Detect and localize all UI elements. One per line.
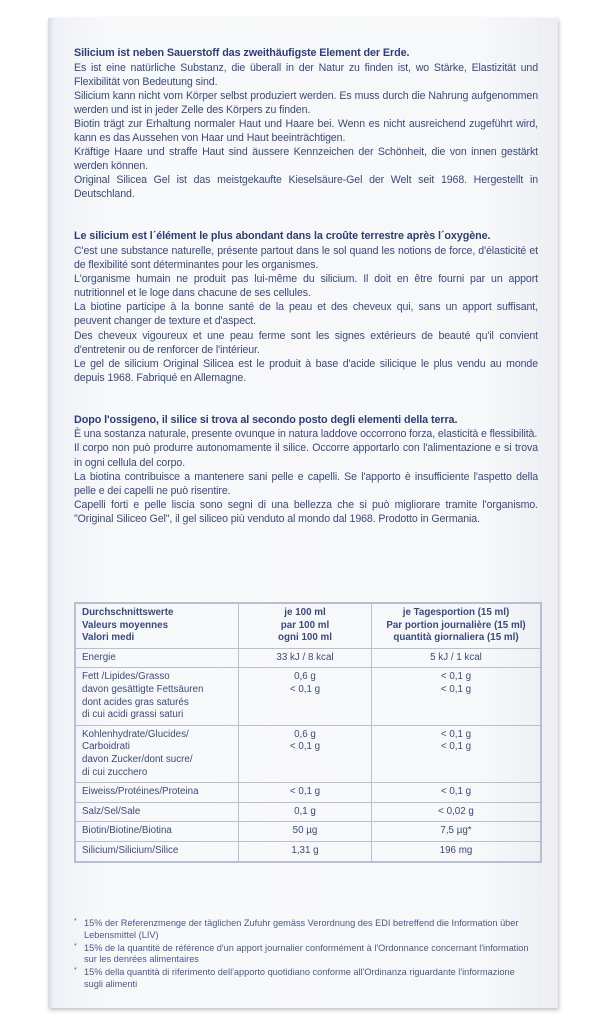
header-text: Durchschnittswerte <box>82 607 174 618</box>
header-text: par 100 ml <box>280 619 330 631</box>
nutrition-row-energy <box>75 648 541 668</box>
row-label <box>75 725 239 782</box>
row-value-portion <box>372 668 542 725</box>
row-value-100ml <box>239 841 372 861</box>
row-label-text: Salz/Sel/Sale <box>82 805 141 817</box>
row-value-portion <box>372 725 542 782</box>
section-heading: Le silicium est l´élément le plus abondant dans la croûte terrestre après l´oxygène. <box>74 230 491 243</box>
value-text: 7,5 µg* <box>440 825 472 837</box>
nutrition-row-protein <box>75 783 541 803</box>
package-fold-edge <box>48 18 54 1008</box>
row-value-100ml <box>239 783 372 803</box>
value-text: < 0,1 g <box>289 683 321 695</box>
row-label-text: di cui acidi grassi saturi <box>82 709 184 721</box>
row-value-100ml <box>239 668 372 725</box>
row-label-text: dont acides gras saturés <box>82 696 189 708</box>
paragraph: Biotin trägt zur Erhaltung normaler Haut und Haare bei. Wenn es nicht ausreichend zugeführt wird, kann es das Aussehen von Haar und Haut beeinträchtigen. <box>74 117 538 144</box>
row-label-text: Carboidrati <box>82 741 130 753</box>
paragraph: Il corpo non può produrre autonomamente il silice. Occorre apportarlo con l'alimentazione e si trova in ogni cellula del corpo. <box>74 442 538 469</box>
row-label-text: Kohlenhydrate/Glucides/ <box>82 728 189 740</box>
value-text: < 0,1 g <box>440 728 472 740</box>
header-text: je Tagesportion (15 ml) <box>402 607 510 618</box>
value-text: 196 mg <box>439 844 473 856</box>
row-value-portion <box>372 783 542 803</box>
footnote <box>74 918 534 942</box>
section-german <box>74 46 538 201</box>
paragraph: Silicium kann nicht vom Körper selbst produziert werden. Es muss durch die Nahrung aufgenommen werden und ist in jeder Zelle des Körpers zu finden. <box>74 89 538 116</box>
footnote-mark: * <box>74 918 77 925</box>
row-value-100ml <box>239 648 372 668</box>
paragraph: Le gel de silicium Original Silicea est le produit à base d'acide silicique le plus vendu au monde depuis 1968. Fabriqué en Allemagne. <box>74 357 538 384</box>
value-text: 33 kJ / 8 kcal <box>276 651 334 663</box>
paragraph: Es ist eine natürliche Substanz, die überall in der Natur zu finden ist, wo Stärke, Elastizität und Flexibilität von Bedeutung sind. <box>74 61 538 88</box>
header-per-portion-cell <box>372 603 542 648</box>
row-label <box>75 648 239 668</box>
description-text <box>74 46 538 554</box>
value-text: 50 µg <box>292 825 318 837</box>
nutrition-table <box>74 602 542 863</box>
row-label-text: Fett /Lipides/Grasso <box>82 671 170 683</box>
value-text: 0,1 g <box>294 805 316 817</box>
row-label-text: di cui zucchero <box>82 766 148 778</box>
header-text: quantità giornaliera (15 ml) <box>393 632 519 644</box>
row-label <box>75 802 239 822</box>
paragraph: Capelli forti e pelle liscia sono segni di una bellezza che si può migliorare tramite l'organismo. "Original Siliceo Gel", il gel siliceo più venduto al mondo dal 1968. Prodotto in Germania. <box>74 498 538 525</box>
row-value-100ml <box>239 822 372 842</box>
footnote <box>74 943 534 967</box>
row-value-100ml <box>239 802 372 822</box>
paragraph: C'est une substance naturelle, présente partout dans le sol quand les notions de force, d'élasticité et de flexibilité sont déterminantes pour les organismes. <box>74 244 538 272</box>
nutrition-row-salt <box>75 802 541 822</box>
value-text: < 0,1 g <box>440 786 472 798</box>
paragraph: La biotine participe à la bonne santé de la peau et des cheveux qui, sans un apport suffisant, peuvent changer de texture et d'aspect. <box>74 301 538 328</box>
row-label <box>75 822 239 842</box>
paragraph: Des cheveux vigoureux et une peau ferme sont les signes extérieurs de beauté qu'il convient d'entretenir ou de renforcer de l'intérieur. <box>74 329 538 356</box>
paragraph: È una sostanza naturale, presente ovunque in natura laddove occorrono forza, elasticità e flessibilità. <box>74 428 538 441</box>
footnote-mark: * <box>74 942 77 950</box>
nutrition-row-biotin <box>75 822 541 842</box>
header-text: Valori medi <box>82 632 135 644</box>
value-text: < 0,1 g <box>440 683 472 695</box>
section-heading: Silicium ist neben Sauerstoff das zweithäufigste Element der Erde. <box>74 47 410 59</box>
section-italian <box>74 413 538 526</box>
header-label-cell <box>75 603 239 648</box>
value-text: 1,31 g <box>291 844 319 856</box>
row-label <box>75 668 239 725</box>
header-text: Par portion journalière (15 ml) <box>386 619 526 631</box>
nutrition-row-fat <box>75 668 541 725</box>
paragraph: L'organisme humain ne produit pas lui-même du silicium. Il doit en être fourni par un apport nutritionnel et le loge dans chacune de ses cellules. <box>74 273 538 300</box>
value-text: < 0,1 g <box>289 741 321 753</box>
value-text: < 0,1 g <box>289 786 321 798</box>
row-value-100ml <box>239 725 372 782</box>
row-label-text: Silicium/Silicium/Silice <box>82 844 179 856</box>
value-text: < 0,1 g <box>440 671 472 683</box>
header-text: ogni 100 ml <box>278 632 332 644</box>
row-value-portion <box>372 841 542 861</box>
nutrition-row-carbohydrates <box>75 725 541 782</box>
row-value-portion <box>372 802 542 822</box>
row-label-text: Eiweiss/Protéines/Proteina <box>82 786 199 798</box>
footnote <box>74 967 534 991</box>
row-label-text: davon Zucker/dont sucre/ <box>82 753 193 765</box>
paragraph: Kräftige Haare und straffe Haut sind äussere Kennzeichen der Schönheit, die von innen gestärkt werden können. <box>74 146 538 173</box>
row-label-text: Biotin/Biotine/Biotina <box>82 825 172 837</box>
paragraph: Original Silicea Gel ist das meistgekaufte Kieselsäure-Gel der Welt seit 1968. Hergestellt in Deutschland. <box>74 174 538 201</box>
footnotes <box>74 918 534 992</box>
value-text: 0,6 g <box>294 671 316 683</box>
row-value-portion <box>372 822 542 842</box>
footnote-mark: * <box>74 967 77 975</box>
row-label-text: Energie <box>82 651 116 663</box>
nutrition-row-silicon <box>75 841 541 861</box>
value-text: 5 kJ / 1 kcal <box>430 651 482 663</box>
header-per-100ml-cell <box>239 603 372 648</box>
header-text: je 100 ml <box>284 607 326 618</box>
footnote-text: 15% della quantità di riferimento dell'apporto quotidiano conforme all'Ordinanza riguardante l'informazione sugli alimenti <box>84 967 515 989</box>
nutrition-header-row <box>75 603 541 648</box>
section-french <box>74 229 538 384</box>
header-text: Valeurs moyennes <box>82 619 169 631</box>
row-label <box>75 783 239 803</box>
footnote-text: 15% der Referenzmenge der täglichen Zufuhr gemäss Verordnung des EDI betreffend die Information über Lebensmittel (LIV) <box>84 918 519 940</box>
value-text: 0,6 g <box>294 728 316 740</box>
product-package-side <box>48 18 558 1008</box>
paragraph: La biotina contribuisce a mantenere sani pelle e capelli. Se l'apporto è insufficiente l'aspetto della pelle e dei capelli ne può risentire. <box>74 470 538 497</box>
row-value-portion <box>372 648 542 668</box>
section-heading: Dopo l'ossigeno, il silice si trova al secondo posto degli elementi della terra. <box>74 413 458 426</box>
row-label <box>75 841 239 861</box>
value-text: < 0,02 g <box>438 805 474 817</box>
footnote-text: 15% de la quantité de référence d'un apport journalier conformément à l'Ordonnance concernant l'information sur les denrées alimentaires <box>84 942 529 965</box>
row-label-text: davon gesättigte Fettsäuren <box>82 683 204 695</box>
value-text: < 0,1 g <box>440 741 472 753</box>
